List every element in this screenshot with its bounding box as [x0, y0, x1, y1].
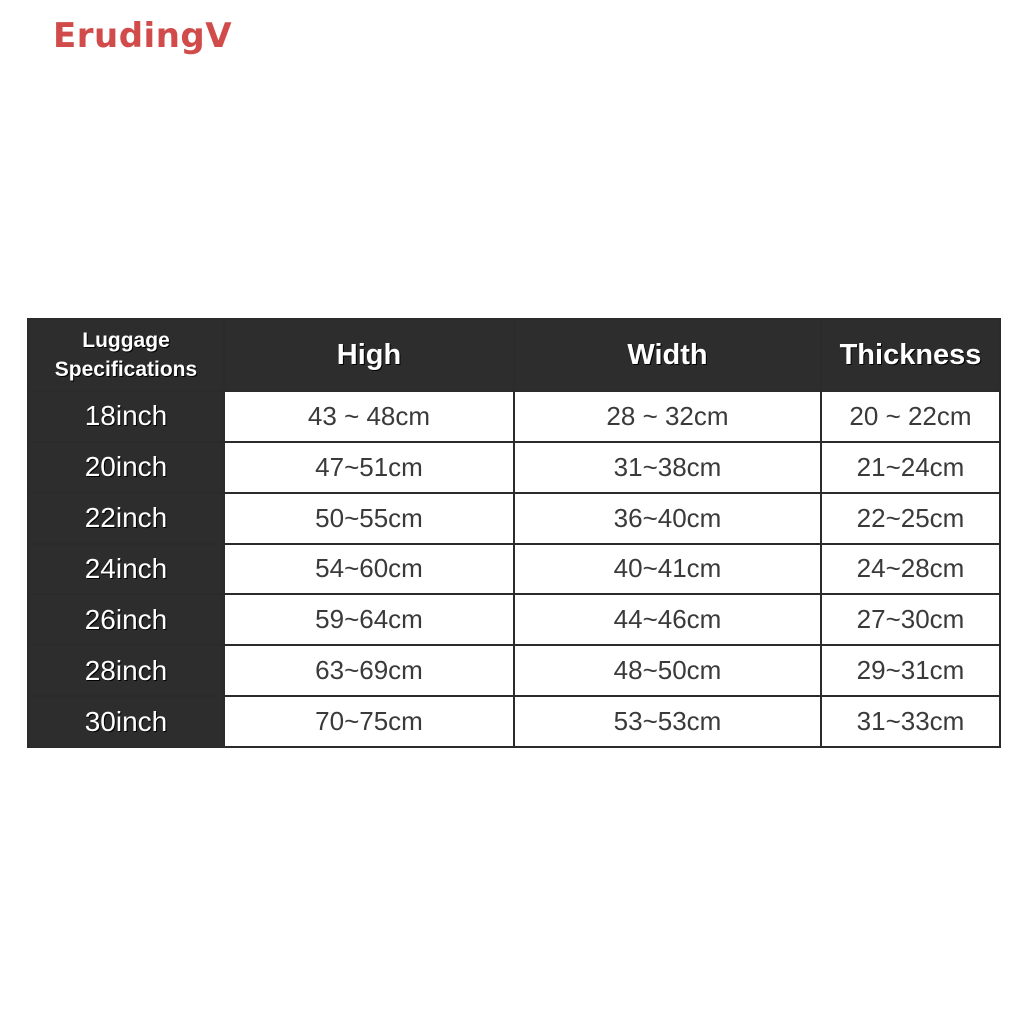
- luggage-spec-table: [27, 318, 1001, 748]
- cell-width: 36~40cm: [514, 493, 821, 544]
- cell-high: 59~64cm: [224, 594, 514, 645]
- table-row: [28, 544, 1000, 595]
- row-size: 20inch: [28, 442, 224, 493]
- header-corner-line1: Luggage: [82, 329, 170, 352]
- row-size: 18inch: [28, 391, 224, 442]
- header-corner-line2: Specifications: [54, 358, 198, 381]
- cell-high: 50~55cm: [224, 493, 514, 544]
- header-width: Width: [514, 319, 821, 391]
- cell-thickness: 31~33cm: [821, 696, 1000, 747]
- header-high: High: [224, 319, 514, 391]
- header-luggage-specifications: [28, 319, 224, 391]
- row-size: 28inch: [28, 645, 224, 696]
- table-row: [28, 645, 1000, 696]
- table-row: [28, 493, 1000, 544]
- cell-thickness: 21~24cm: [821, 442, 1000, 493]
- row-size: 30inch: [28, 696, 224, 747]
- cell-thickness: 29~31cm: [821, 645, 1000, 696]
- cell-high: 47~51cm: [224, 442, 514, 493]
- cell-high: 54~60cm: [224, 544, 514, 595]
- cell-high: 43 ~ 48cm: [224, 391, 514, 442]
- table-row: [28, 594, 1000, 645]
- cell-width: 40~41cm: [514, 544, 821, 595]
- table-row: [28, 696, 1000, 747]
- cell-width: 44~46cm: [514, 594, 821, 645]
- table-header-row: [28, 319, 1000, 391]
- brand-watermark: ErudingV: [53, 16, 233, 56]
- row-size: 26inch: [28, 594, 224, 645]
- cell-width: 31~38cm: [514, 442, 821, 493]
- cell-width: 53~53cm: [514, 696, 821, 747]
- cell-thickness: 22~25cm: [821, 493, 1000, 544]
- cell-thickness: 24~28cm: [821, 544, 1000, 595]
- cell-width: 28 ~ 32cm: [514, 391, 821, 442]
- row-size: 22inch: [28, 493, 224, 544]
- cell-thickness: 20 ~ 22cm: [821, 391, 1000, 442]
- cell-high: 63~69cm: [224, 645, 514, 696]
- cell-thickness: 27~30cm: [821, 594, 1000, 645]
- row-size: 24inch: [28, 544, 224, 595]
- cell-high: 70~75cm: [224, 696, 514, 747]
- table-row: [28, 442, 1000, 493]
- table-row: [28, 391, 1000, 442]
- cell-width: 48~50cm: [514, 645, 821, 696]
- header-thickness: Thickness: [821, 319, 1000, 391]
